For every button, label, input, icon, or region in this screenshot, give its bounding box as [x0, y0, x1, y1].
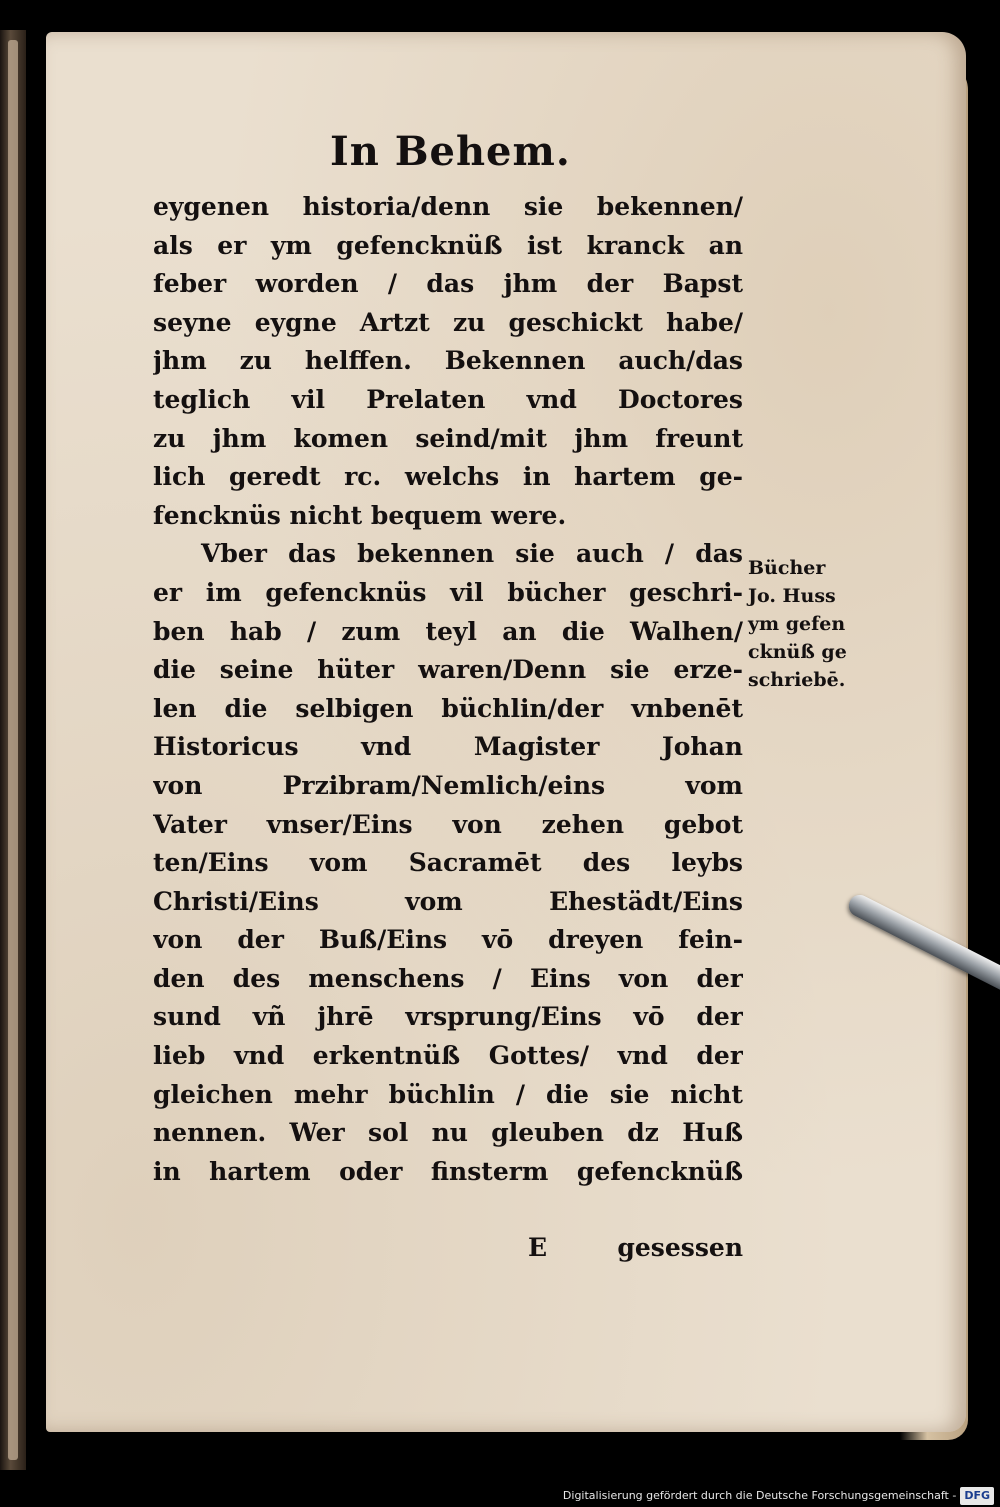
text-line: eygenen historia/denn sie bekennen/ [153, 192, 743, 221]
marginal-line: schriebē. [748, 669, 846, 691]
text-line: fencknüs nicht bequem were. [153, 500, 567, 530]
text-line: zu jhm komen seind/mit jhm freunt [153, 423, 743, 453]
text-line: die seine hüter waren/Denn sie erze- [153, 655, 743, 685]
text-line: in hartem oder finsterm gefencknüß [153, 1156, 743, 1186]
text-line: seyne eygne Artzt zu geschickt habe/ [153, 307, 743, 337]
text-line: teglich vil Prelaten vnd Doctores [153, 384, 743, 414]
text-line: ten/Eins vom Sacramēt des leybs [153, 848, 743, 878]
text-line: Historicus vnd Magister Johan [153, 732, 743, 762]
signature-mark: E [528, 1233, 548, 1262]
text-line: den des menschens / Eins von der [153, 963, 743, 993]
dfg-logo: DFG [960, 1487, 994, 1505]
catchword: gesessen [617, 1233, 743, 1262]
marginal-note [748, 554, 873, 694]
footer-credit: Digitalisierung gefördert durch die Deutsche Forschungsgemeinschaft - [562, 1489, 957, 1502]
text-line: jhm zu helffen. Bekennen auch/das [153, 346, 743, 376]
adjacent-page-sliver [8, 40, 18, 1460]
text-line: von der Buß/Eins vō dreyen fein- [153, 925, 743, 955]
text-line: len die selbigen büchlin/der vnbenēt [153, 693, 743, 723]
signature-row [528, 1228, 743, 1268]
text-line: sund vñ jhrē vrsprung/Eins vō der [153, 1002, 743, 1032]
marginal-line: ym gefen [748, 613, 846, 635]
text-line: Christi/Eins vom Ehestädt/Eins [153, 886, 743, 916]
marginal-line: cknüß ge [748, 641, 847, 663]
text-line: lieb vnd erkentnüß Gottes/ vnd der [153, 1041, 743, 1071]
text-line: Vber das bekennen sie auch / das [201, 539, 743, 569]
marginal-line: Jo. Huss [748, 585, 836, 607]
adjacent-page-edge [0, 30, 26, 1470]
text-line: ben hab / zum teyl an die Walhen/ [153, 616, 743, 646]
text-line: lich geredt rc. welchs in hartem ge- [153, 462, 743, 492]
text-line: von Przibram/Nemlich/eins vom [153, 770, 743, 800]
text-line: Vater vnser/Eins von zehen gebot [153, 809, 743, 839]
digitization-footer [563, 1487, 994, 1505]
marginal-line: Bücher [748, 557, 826, 579]
text-line: er im gefencknüs vil bücher geschri- [153, 577, 743, 607]
text-line: als er ym gefencknüß ist kranck an [153, 230, 743, 260]
body-text [153, 188, 743, 1191]
text-line: feber worden / das jhm der Bapst [153, 269, 743, 299]
running-head: In Behem. [330, 128, 571, 175]
text-line: nennen. Wer sol nu gleuben dz Huß [153, 1118, 743, 1148]
text-line: gleichen mehr büchlin / die sie nicht [153, 1079, 743, 1109]
